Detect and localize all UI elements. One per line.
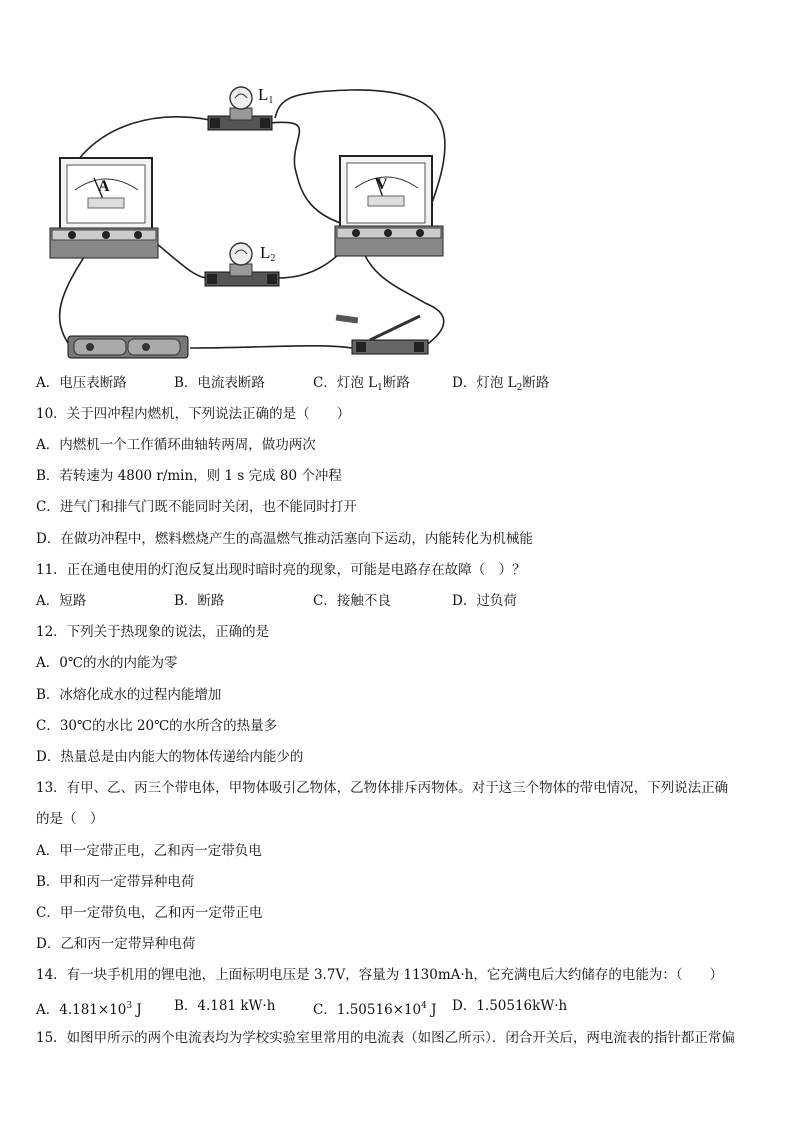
q14-option-a[interactable]: A．$4.181\times 10^3$ J <box>36 1001 142 1018</box>
lamp-l2-label: L2 <box>260 243 276 264</box>
q14-option-b[interactable]: B．4.181 kW·h <box>174 998 276 1014</box>
wire-ammeter-to-battery <box>60 248 90 346</box>
q11-option-b[interactable]: B．断路 <box>174 593 225 609</box>
q13-option-c[interactable]: C．甲一定带负电，乙和丙一定带正电 <box>36 905 263 921</box>
wire-switch-to-voltmeter <box>360 243 444 346</box>
q14-option-d[interactable]: D．1.50516kW·h <box>452 998 568 1014</box>
ammeter-symbol: A <box>98 178 110 195</box>
q13-stem-line1: 13．有甲、乙、丙三个带电体，甲物体吸引乙物体，乙物体排斥丙物体。对于这三个物体的带电情况，下列说法正确 <box>36 780 729 796</box>
q13-option-a[interactable]: A．甲一定带正电，乙和丙一定带负电 <box>36 843 262 859</box>
q14-stem: 14．有一块手机用的锂电池，上面标明电压是 3.7V，容量为 1130mA·h，它充满电后大约储存的电能为：（ ） <box>36 967 724 983</box>
q12-option-d[interactable]: D．热量总是由内能大的物体传递给内能少的 <box>36 749 304 765</box>
voltmeter <box>335 156 443 256</box>
q11-option-c[interactable]: C．接触不良 <box>313 593 391 609</box>
q13-option-d[interactable]: D．乙和丙一定带异种电荷 <box>36 936 196 952</box>
q12-option-c[interactable]: C．30℃的水比 20℃的水所含的热量多 <box>36 718 278 734</box>
q10-option-b[interactable]: B．若转速为 4800 r/min，则 1 s 完成 80 个冲程 <box>36 468 342 484</box>
ammeter <box>50 158 158 258</box>
q13-stem-line2: 的是（ ） <box>36 811 104 827</box>
circuit-figure <box>30 78 470 368</box>
voltmeter-symbol: V <box>376 176 388 193</box>
q11-option-a[interactable]: A．短路 <box>36 593 87 609</box>
q15-stem: 15．如图甲所示的两个电流表均为学校实验室里常用的电流表（如图乙所示）．闭合开关后，两电流表的指针都正常偏 <box>36 1030 735 1046</box>
wire-ammeter-to-l2 <box>150 238 208 278</box>
q9-option-b[interactable]: B．电流表断路 <box>174 375 265 391</box>
q9-option-c[interactable]: C．灯泡 $L_1$断路 <box>313 375 410 393</box>
q12-option-a[interactable]: A．0℃的水的内能为零 <box>36 655 178 671</box>
q9-option-a[interactable]: A．电压表断路 <box>36 375 127 391</box>
lamp-l1-label: L1 <box>258 85 274 106</box>
q14-option-c[interactable]: C．$1.50516\times 10^4$ J <box>313 1001 437 1018</box>
q11-option-d[interactable]: D．过负荷 <box>452 593 517 609</box>
q11-stem: 11．正在通电使用的灯泡反复出现时暗时亮的现象，可能是电路存在故障（ ）？ <box>36 562 526 578</box>
q13-option-b[interactable]: B．甲和丙一定带异种电荷 <box>36 874 195 890</box>
q12-stem: 12．下列关于热现象的说法，正确的是 <box>36 624 270 640</box>
q12-option-b[interactable]: B．冰熔化成水的过程内能增加 <box>36 687 222 703</box>
q10-option-c[interactable]: C．进气门和排气门既不能同时关闭，也不能同时打开 <box>36 499 357 515</box>
q10-stem: 10．关于四冲程内燃机，下列说法正确的是（ ） <box>36 406 351 422</box>
q9-option-d[interactable]: D．灯泡 $L_2$断路 <box>452 375 550 393</box>
wire-battery-to-switch <box>190 346 352 348</box>
circuit-diagram <box>30 78 470 368</box>
battery-pack <box>68 336 188 358</box>
q10-option-a[interactable]: A．内燃机一个工作循环曲轴转两周，做功两次 <box>36 437 316 453</box>
q10-option-d[interactable]: D．在做功冲程中，燃料燃烧产生的高温燃气推动活塞向下运动，内能转化为机械能 <box>36 531 533 547</box>
